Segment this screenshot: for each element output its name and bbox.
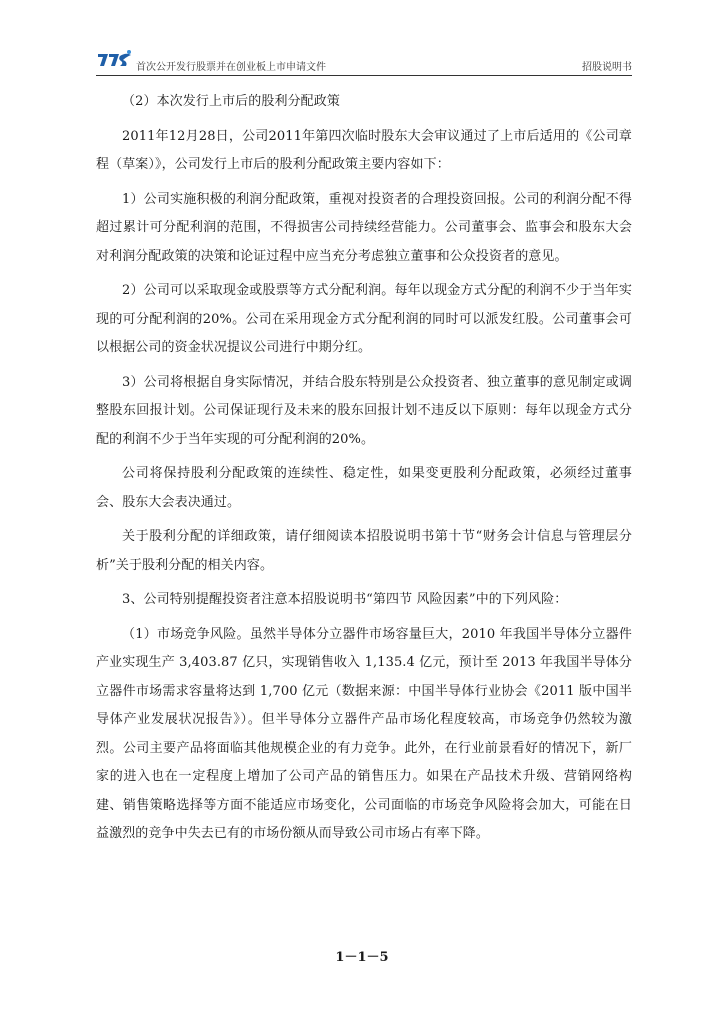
- body-paragraph: 1）公司实施积极的利润分配政策，重视对投资者的合理投资回报。公司的利润分配不得超过累计可分配利润的范围，不得损害公司持续经营能力。公司董事会、监事会和股东大会对利润分配政策的决策和论证过程中应当充分考虑独立董事和公众投资者的意见。: [96, 191, 632, 264]
- section-heading: 3、公司特别提醒投资者注意本招股说明书“第四节 风险因素”中的下列风险：: [122, 592, 568, 607]
- body-paragraph: 3）公司将根据自身实际情况，并结合股东特别是公众投资者、独立董事的意见制定或调整股东回报计划。公司保证现行及未来的股东回报计划不违反以下原则：每年以现金方式分配的利润不少于当年实现的可分配利润的20%。: [96, 374, 632, 447]
- header-divider: [96, 75, 632, 76]
- body-paragraph: 2）公司可以采取现金或股票等方式分配利润。每年以现金方式分配的利润不少于当年实现的可分配利润的20%。公司在采用现金方式分配利润的同时可以派发红股。公司董事会可以根据公司的资金状况提议公司进行中期分红。: [96, 283, 632, 355]
- document-title: 首次公开发行股票并在创业板上市申请文件: [136, 62, 326, 73]
- document-type: 招股说明书: [582, 62, 632, 73]
- body-paragraph: 关于股利分配的详细政策，请仔细阅读本招股说明书第十节“财务会计信息与管理层分析”关于股利分配的相关内容。: [96, 529, 632, 573]
- company-logo-icon: [96, 48, 134, 70]
- body-paragraph: （1）市场竞争风险。虽然半导体分立器件市场容量巨大，2010 年我国半导体分立器件产业实现生产 3,403.87 亿只，实现销售收入 1,135.4 亿元，预计至 2013 年我国半导体分立器件市场需求容量将达到 1,700 亿元（数据来源：中国半导体行业协会《2011 版中国半导体产业发展状况报告》）。但半导体分立器件产品市场化程度较高，市场竞争仍然较为激烈。公司主要产品将面临其他规模企业的有力竞争。此外，在行业前景看好的情况下，新厂家的进入也在一定程度上增加了公司产品的销售压力。如果在产品技术升级、营销网络构建、销售策略选择等方面不能适应市场变化，公司面临的市场竞争风险将会加大，可能在日益激烈的竞争中失去已有的市场份额从而导致公司市场占有率下降。: [96, 626, 632, 841]
- body-paragraph: 2011年12月28日，公司2011年第四次临时股东大会审议通过了上市后适用的《公司章程（草案）》，公司发行上市后的股利分配政策主要内容如下：: [96, 128, 632, 172]
- page-number: 1－1－5: [335, 950, 389, 965]
- document-body: [96, 88, 632, 849]
- body-paragraph: 公司将保持股利分配政策的连续性、稳定性，如果变更股利分配政策，必须经过董事会、股东大会表决通过。: [96, 466, 632, 510]
- page-header: [96, 44, 632, 80]
- section-heading: （2）本次发行上市后的股利分配政策: [122, 94, 340, 109]
